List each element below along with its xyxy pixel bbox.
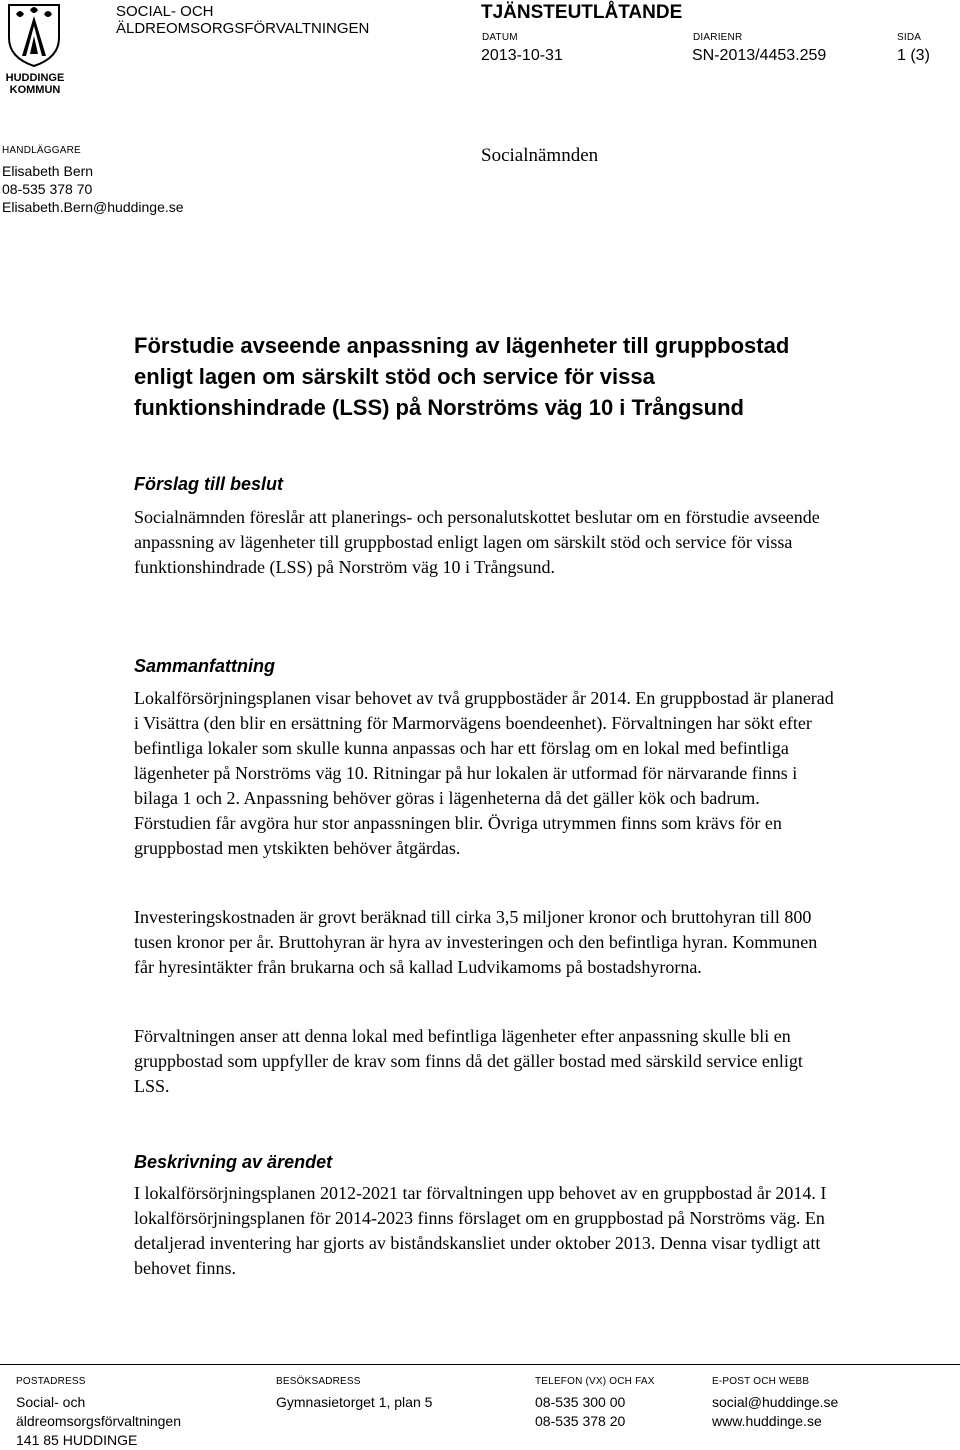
footer-email-link: social@huddinge.se: [712, 1394, 839, 1410]
footer-phone-line-2: 08-535 378 20: [535, 1413, 626, 1429]
handler-label: HANDLÄGGARE: [2, 145, 81, 156]
footer-email-web: [712, 1372, 838, 1431]
footer-post-line-3: 141 85 HUDDINGE: [16, 1432, 138, 1448]
footer-web-link: www.huddinge.se: [712, 1413, 822, 1429]
organisation-name: [116, 3, 369, 37]
summary-paragraph-3: Förvaltningen anser att denna lokal med befintliga lägenheter efter anpassning skulle bli en gruppbostad som uppfyller de krav som finns då det gäller bostad med särskild service enligt LSS.: [134, 1026, 803, 1096]
page-label: SIDA: [897, 32, 922, 43]
footer-phone-line-1: 08-535 300 00: [535, 1394, 626, 1410]
handler-name: Elisabeth Bern: [2, 163, 94, 179]
footer-visit-label: BESÖKSADRESS: [276, 1376, 361, 1387]
handler-block: [2, 142, 184, 216]
diary-label: DIARIENR: [693, 32, 743, 43]
page-value: 1 (3): [897, 47, 930, 64]
footer-visit-line-1: Gymnasietorget 1, plan 5: [276, 1394, 433, 1410]
org-line-1: SOCIAL- OCH: [116, 3, 214, 20]
footer-visiting-address: [276, 1372, 432, 1412]
handler-email: Elisabeth.Bern@huddinge.se: [2, 199, 184, 215]
handler-phone: 08-535 378 70: [2, 181, 93, 197]
summary-paragraph-1: Lokalförsörjningsplanen visar behovet av två gruppbostäder år 2014. En gruppbostad är planerad i Visättra (den blir en ersättning för Marmorvägens boendeenhet). Förvaltningen har sökt efter befintliga lokaler som skulle kunna anpassas och har ett förslag om en lokal med befintliga lägenheter på Norströms väg 10. Ritningar på hur lokalen är utformad för närvarande finns i bilaga 1 och 2. Anpassning behöver göras i lägenheterna då det gäller kök och badrum. Förstudien får avgöra hur stor anpassningen blir. Övriga utrymmen finns som krävs för en gruppbostad men ytskikten behöver åtgärdas.: [134, 688, 834, 858]
org-line-2: ÄLDREOMSORGSFÖRVALTNINGEN: [116, 20, 370, 37]
document-type: TJÄNSTEUTLÅTANDE: [481, 2, 683, 23]
footer-divider: [0, 1364, 960, 1365]
document-title: Förstudie avseende anpassning av lägenheter till gruppbostad enligt lagen om särskilt stöd och service för vissa funktionshindrade (LSS) på Norströms väg 10 i Trångsund: [134, 333, 790, 420]
footer-post-line-1: Social- och: [16, 1394, 86, 1410]
date-value: 2013-10-31: [481, 47, 563, 64]
proposal-heading: Förslag till beslut: [134, 474, 284, 494]
summary-paragraph-2: Investeringskostnaden är grovt beräknad till cirka 3,5 miljoner kronor och bruttohyran till 800 tusen kronor per år. Bruttohyran är hyra av investeringen och den befintliga hyran. Kommunen får hyresintäkter från brukarna och så kallad Ludvikamoms på bostadshyrorna.: [134, 907, 818, 977]
date-label: DATUM: [482, 32, 518, 43]
footer-post-label: POSTADRESS: [16, 1376, 86, 1387]
summary-heading: Sammanfattning: [134, 656, 276, 676]
recipient: Socialnämnden: [481, 145, 599, 166]
description-heading: Beskrivning av ärendet: [134, 1152, 333, 1172]
footer-post-line-2: äldreomsorgsförvaltningen: [16, 1413, 181, 1429]
footer-phone-label: TELEFON (VX) OCH FAX: [535, 1376, 655, 1387]
diary-value: SN-2013/4453.259: [692, 47, 827, 64]
logo-wordmark: HUDDINGE KOMMUN: [5, 72, 65, 96]
footer-web-label: E-POST OCH WEBB: [712, 1376, 810, 1387]
description-text: I lokalförsörjningsplanen 2012-2021 tar förvaltningen upp behovet av en gruppbostad år 2014. I lokalförsörjningsplanen för 2014-2023 finns förslaget om en gruppbostad på Norströms väg. En detaljerad inventering har gjorts av biståndskansliet under oktober 2013. Denna visar tydligt att behovet finns.: [134, 1183, 827, 1278]
footer-postal-address: [16, 1372, 181, 1450]
footer-phone-fax: [535, 1372, 655, 1431]
huddinge-coat-of-arms-logo: [6, 2, 62, 68]
proposal-text: Socialnämnden föreslår att planerings- och personalutskottet beslutar om en förstudie avseende anpassning av lägenheter till gruppbostad enligt lagen om särskilt stöd och service för vissa funktionshindrade (LSS) på Norström väg 10 i Trångsund.: [134, 507, 820, 577]
